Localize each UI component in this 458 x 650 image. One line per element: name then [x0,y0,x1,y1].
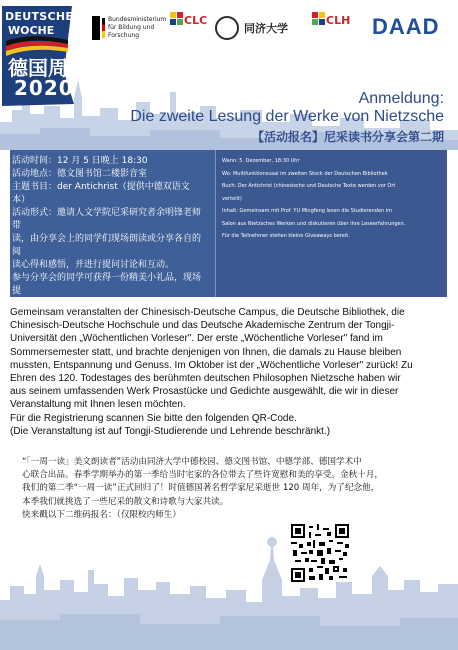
info-chinese-line: 参与分享会的同学可获得一份精美小礼品，现场提 [12,273,202,296]
german-line: (Die Veranstaltung ist auf Tongji-Studierende und Lehrende beschränkt.) [10,425,331,437]
daad-logo: DAAD [372,14,440,39]
german-line: Sommersemester statt, und brachte denjenigen von Ihnen, die damals zu Hause bleiben [10,346,402,358]
clh-logo [312,12,358,42]
chinese-line: 心联合出品。春季学期举办的第一季给当时宅家的各位带去了些许宽慰和美的享受。金秋十月， [22,470,383,481]
deutsche-woche-line2: WOCHE [8,24,55,37]
german-line: Ehren des 120. Todestages des berühmten deutschen Philosophen Nietzsche haben wir [10,373,401,385]
deutsche-woche-year: 2020 [14,76,74,100]
german-line: aus seinem umfassenden Werk Prosastücke und Gedichte ausgewählt, die wir in dieser [10,386,399,398]
skyline-bottom-illustration [0,520,458,650]
deutsche-woche-line1: DEUTSCHE [5,10,74,23]
info-chinese-line: 活动地点：德文图书馆二楼影音室 [12,169,148,179]
info-german-line: Wo: Multifunktionssaal im zweiten Stock der Deutschen Bibliothek [222,170,388,177]
german-flag-icon [102,18,105,38]
info-german-line: verteilt) [222,195,242,202]
info-german-line: Buch: Der Antichrist (chinesische und Deutsche Texte werden vor Ort [222,183,396,189]
title-line3-chinese: 【活动报名】尼采读书分享会第二期 [251,130,444,144]
clc-mark-icon [170,12,184,26]
info-german-line: Für die Teilnehmer stehen kleine Giveaways bereit. [222,233,350,239]
german-line: Universität den „Wöchentlichen Vorleser". Der erste „Wöchentliche Vorleser" fand im [10,333,383,345]
info-german-line: Wann: 5. Dezember, 18:30 Uhr [222,158,300,164]
clh-text: CLH [326,14,351,27]
deutsche-woche-chinese: 德国周 [8,56,68,80]
clc-text: CLC [184,14,208,27]
info-chinese [12,155,202,311]
info-chinese-line: 主题书目：der Antichrist（提供中德双语文本） [12,182,190,205]
clc-logo [170,12,206,42]
tongji-emblem-icon [215,16,239,40]
german-line: Gemeinsam veranstalten der Chinesisch-Deutsche Campus, die Deutsche Bibliothek, die [10,307,405,318]
german-line: Chinesisch-Deutsche Hochschule und das Deutsche Akademische Zentrum der Tongji- [10,320,395,332]
info-chinese-line: 活动时间：12 月 5 日晚上 18:30 [12,156,148,166]
bmbf-logo [92,14,167,44]
bmbf-text: Bundesministerium für Bildung und Forschung [108,16,167,39]
event-title-block [130,90,444,145]
german-description [10,306,448,438]
german-line: mussten, Entspannung und Genuss. Im Oktober ist der „Wöchentliche Vorleser" zurück! Zu [10,359,413,371]
info-chinese-line: 活动形式：邀请人文学院尼采研究者余明锋老师带 [12,208,202,231]
registration-qr-code[interactable] [291,524,349,582]
info-chinese-line: 读心得和感悟，并进行提问讨论和互动。 [12,260,175,270]
chinese-description [22,456,442,522]
chinese-line: “「一周一读」美文朗读者”活动由同济大学中德校园、德文图书馆、中德学部、德国学术中 [22,457,362,467]
german-line: Für die Registrierung scannen Sie bitte den folgenden QR-Code. [10,412,297,424]
tongji-logo-text: 同济大学 [244,22,288,35]
title-line1: Anmeldung: [358,90,444,107]
eagle-icon [92,16,100,40]
info-chinese-line: 问互动者也有机会获得一份小礼品。 [12,299,157,309]
clh-mark-icon [312,12,326,26]
info-german-line: Inhalt: Gemeinsam mit Prof. YU Mingfeng lesen die Studierenden im [222,208,393,214]
chinese-line: 快来戳以下二维码报名：（仅限校内师生） [22,509,181,520]
chinese-line: 我们的第二季“一周一读”正式回归了！时值德国著名哲学家尼采逝世 120 周年，为了纪念他， [22,483,380,494]
german-line: Veranstaltung mit Ihnen lesen möchten. [10,399,186,411]
info-german-line: Salon aus Nietzsches Werken und diskutieren über ihre Leseerfahrungen. [222,220,406,227]
info-chinese-line: 读，由分享会上的同学们现场朗读或分享各自的阅 [12,234,202,257]
title-line2: Die zweite Lesung der Werke von Nietzsche [130,108,444,125]
chinese-line: 本季我们就挑选了一些尼采的散文和诗歌与大家共读。 [22,496,229,507]
info-german [222,155,440,243]
